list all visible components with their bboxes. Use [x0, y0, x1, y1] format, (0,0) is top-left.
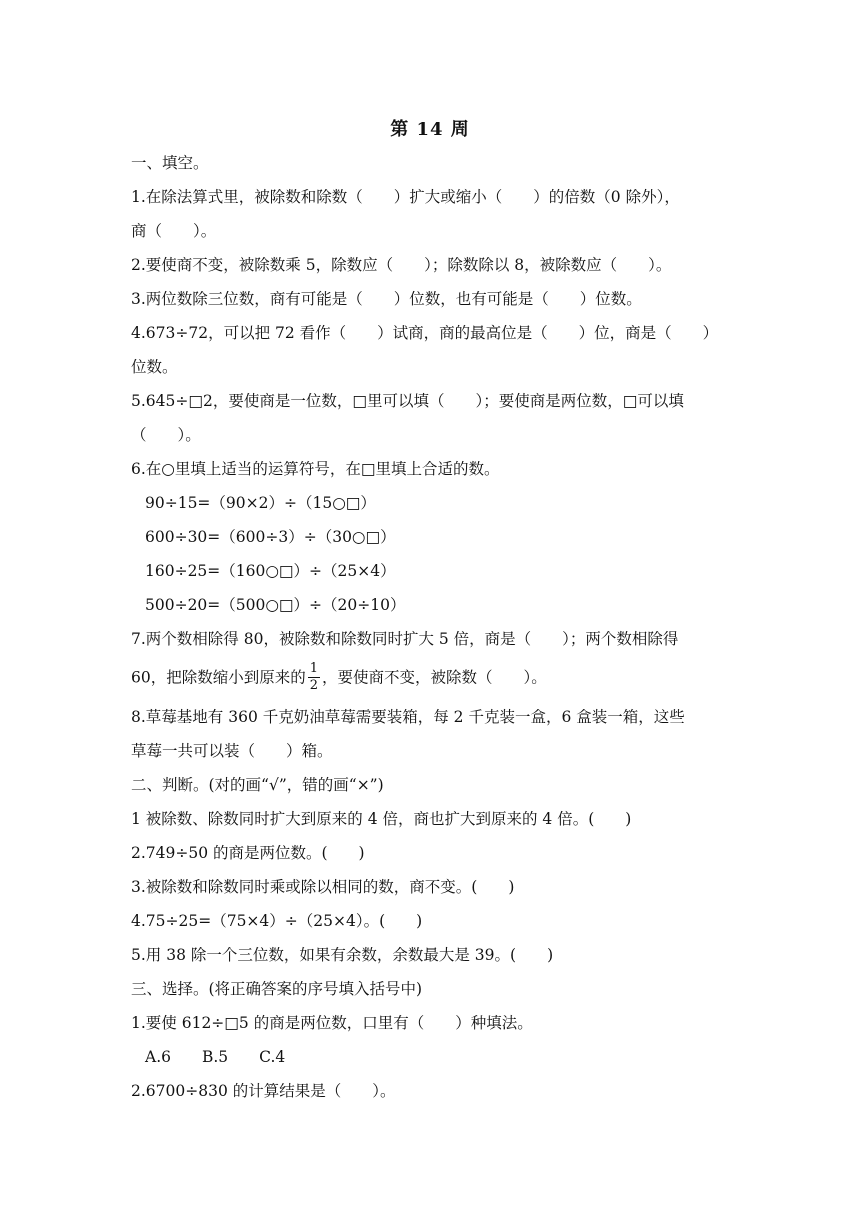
q2: 2.要使商不变，被除数乘 5，除数应（ ）；除数除以 8，被除数应（ ）。	[131, 256, 672, 274]
q6-item-3: 160÷25=（160○□）÷（25×4）	[145, 562, 396, 580]
choice-q2: 2.6700÷830 的计算结果是（ ）。	[131, 1082, 396, 1100]
page-title: 第 14 周	[390, 119, 470, 140]
q7-fraction-denominator: 2	[309, 678, 319, 693]
q7-line2	[131, 662, 547, 695]
q1-line1: 1.在除法算式里，被除数和除数（ ）扩大或缩小（ ）的倍数（0 除外），	[131, 188, 680, 206]
q7-line2-start: 60，把除数缩小到原来的	[131, 668, 306, 687]
q5-line2: （ ）。	[131, 426, 201, 444]
section3-heading: 三、选择。(将正确答案的序号填入括号中)	[131, 980, 423, 998]
q4-line2: 位数。	[131, 358, 178, 376]
q7-line2-end: ，要使商不变，被除数（ ）。	[322, 668, 547, 687]
q5-line1: 5.645÷□2，要使商是一位数，□里可以填（ ）；要使商是两位数，□可以填	[131, 392, 684, 410]
q1-line2: 商（ ）。	[131, 222, 217, 240]
judge-item-2: 2.749÷50 的商是两位数。( )	[131, 844, 365, 862]
judge-item-5: 5.用 38 除一个三位数，如果有余数，余数最大是 39。( )	[131, 946, 554, 964]
q4-line1: 4.673÷72，可以把 72 看作（ ）试商，商的最高位是（ ）位，商是（ ）	[131, 324, 719, 342]
judge-item-1: 1 被除数、除数同时扩大到原来的 4 倍，商也扩大到原来的 4 倍。( )	[131, 810, 632, 828]
judge-item-4: 4.75÷25=（75×4）÷（25×4）。( )	[131, 912, 423, 930]
q6-item-1: 90÷15=（90×2）÷（15○□）	[145, 494, 376, 512]
q7-fraction	[308, 661, 320, 694]
q7-line1: 7.两个数相除得 80，被除数和除数同时扩大 5 倍，商是（ ）；两个数相除得	[131, 630, 679, 648]
q6: 6.在○里填上适当的运算符号，在□里填上合适的数。	[131, 460, 500, 478]
q8-line2: 草莓一共可以装（ ）箱。	[131, 742, 333, 760]
q6-item-4: 500÷20=（500○□）÷（20÷10）	[145, 596, 406, 614]
q6-item-2: 600÷30=（600÷3）÷（30○□）	[145, 528, 396, 546]
q8-line1: 8.草莓基地有 360 千克奶油草莓需要装箱，每 2 千克装一盒，6 盒装一箱，这些	[131, 708, 685, 726]
q7-fraction-numerator: 1	[309, 661, 319, 676]
section1-heading: 一、填空。	[131, 154, 209, 172]
choice-q1: 1.要使 612÷□5 的商是两位数，口里有（ ）种填法。	[131, 1014, 533, 1032]
judge-item-3: 3.被除数和除数同时乘或除以相同的数，商不变。( )	[131, 878, 515, 896]
choice-q1-options: A.6 B.5 C.4	[145, 1048, 286, 1066]
section2-heading: 二、判断。(对的画“√”，错的画“×”)	[131, 776, 384, 794]
q3: 3.两位数除三位数，商有可能是（ ）位数，也有可能是（ ）位数。	[131, 290, 642, 308]
